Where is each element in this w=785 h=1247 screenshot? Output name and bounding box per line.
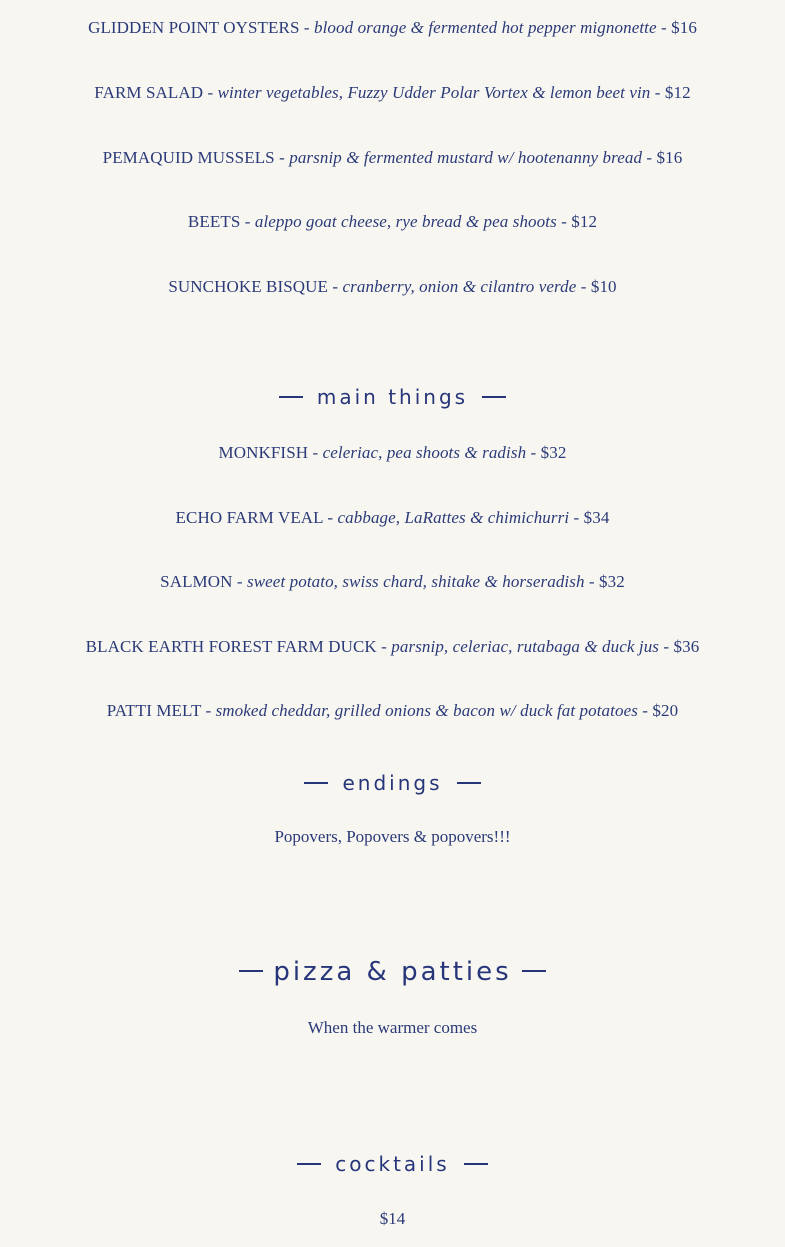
separator: - — [376, 637, 392, 656]
menu-item — [0, 570, 785, 594]
heading-dash — [482, 396, 506, 398]
separator: - — [240, 212, 255, 231]
menu-item — [0, 81, 785, 105]
menu-item — [0, 635, 785, 659]
section-heading-endings — [0, 768, 785, 798]
item-name: BEETS — [187, 212, 241, 231]
menu-item — [0, 275, 785, 299]
section-heading-cocktails — [0, 1149, 785, 1179]
item-name: PATTI MELT — [106, 701, 202, 720]
menu-item — [0, 146, 785, 170]
heading-dash — [464, 1163, 488, 1165]
item-name: SUNCHOKE BISQUE — [168, 277, 329, 296]
item-price: $12 — [664, 83, 691, 102]
menu-item — [0, 16, 785, 40]
menu-item — [0, 699, 785, 723]
item-name: ECHO FARM VEAL — [175, 508, 324, 527]
item-price: $34 — [583, 508, 610, 527]
item-description: smoked cheddar, grilled onions & bacon w/ duck fat potatoes — [215, 701, 638, 720]
separator: - — [203, 83, 218, 102]
item-description: cabbage, LaRattes & chimichurri — [337, 508, 570, 527]
item-description: parsnip & fermented mustard w/ hootenanny bread — [289, 148, 643, 167]
item-name: GLIDDEN POINT OYSTERS — [88, 18, 300, 37]
item-price: $10 — [590, 277, 617, 296]
item-description: parsnip, celeriac, rutabaga & duck jus — [391, 637, 660, 656]
separator: - — [308, 443, 323, 462]
section-title: cocktails — [335, 1152, 450, 1176]
item-description: sweet potato, swiss chard, shitake & horseradish — [247, 572, 585, 591]
heading-dash — [304, 782, 328, 784]
item-price: $16 — [656, 148, 683, 167]
item-name: BLACK EARTH FOREST FARM DUCK — [85, 637, 377, 656]
separator: - — [576, 277, 591, 296]
section-heading-main-things — [0, 382, 785, 412]
section-title: endings — [342, 771, 443, 795]
menu-item — [0, 210, 785, 234]
item-description: winter vegetables, Fuzzy Udder Polar Vortex & lemon beet vin — [217, 83, 651, 102]
item-price: $12 — [571, 212, 598, 231]
item-price: $32 — [599, 572, 625, 591]
separator: - — [650, 83, 665, 102]
heading-dash — [239, 970, 263, 972]
item-price: $36 — [673, 637, 700, 656]
pizza-text: When the warmer comes — [307, 1018, 478, 1037]
item-name: FARM SALAD — [94, 83, 204, 102]
separator: - — [659, 637, 674, 656]
item-name: MONKFISH — [218, 443, 309, 462]
item-price: $32 — [540, 443, 567, 462]
separator: - — [323, 508, 338, 527]
separator: - — [656, 18, 672, 37]
separator: - — [584, 572, 600, 591]
item-description: aleppo goat cheese, rye bread & pea shoots — [254, 212, 557, 231]
separator: - — [556, 212, 572, 231]
heading-dash — [279, 396, 303, 398]
heading-dash — [297, 1163, 321, 1165]
item-name: SALMON — [160, 572, 233, 591]
separator: - — [328, 277, 343, 296]
separator: - — [201, 701, 216, 720]
cocktails-price: $14 — [379, 1209, 406, 1228]
section-heading-pizza-patties — [0, 954, 785, 990]
separator: - — [642, 148, 657, 167]
heading-dash — [457, 782, 481, 784]
item-description: cranberry, onion & cilantro verde — [342, 277, 577, 296]
section-title: main things — [316, 385, 469, 409]
item-price: $16 — [671, 18, 697, 37]
separator: - — [637, 701, 653, 720]
menu-item — [0, 506, 785, 530]
item-description: celeriac, pea shoots & radish — [322, 443, 527, 462]
heading-dash — [522, 970, 546, 972]
endings-text: Popovers, Popovers & popovers!!! — [274, 827, 511, 846]
item-name: PEMAQUID MUSSELS — [102, 148, 275, 167]
item-price: $20 — [652, 701, 679, 720]
separator: - — [569, 508, 584, 527]
separator: - — [274, 148, 290, 167]
separator: - — [299, 18, 314, 37]
item-description: blood orange & fermented hot pepper mignonette — [314, 18, 657, 37]
menu-item — [0, 441, 785, 465]
separator: - — [526, 443, 541, 462]
separator: - — [232, 572, 247, 591]
section-title: pizza & patties — [273, 957, 512, 987]
